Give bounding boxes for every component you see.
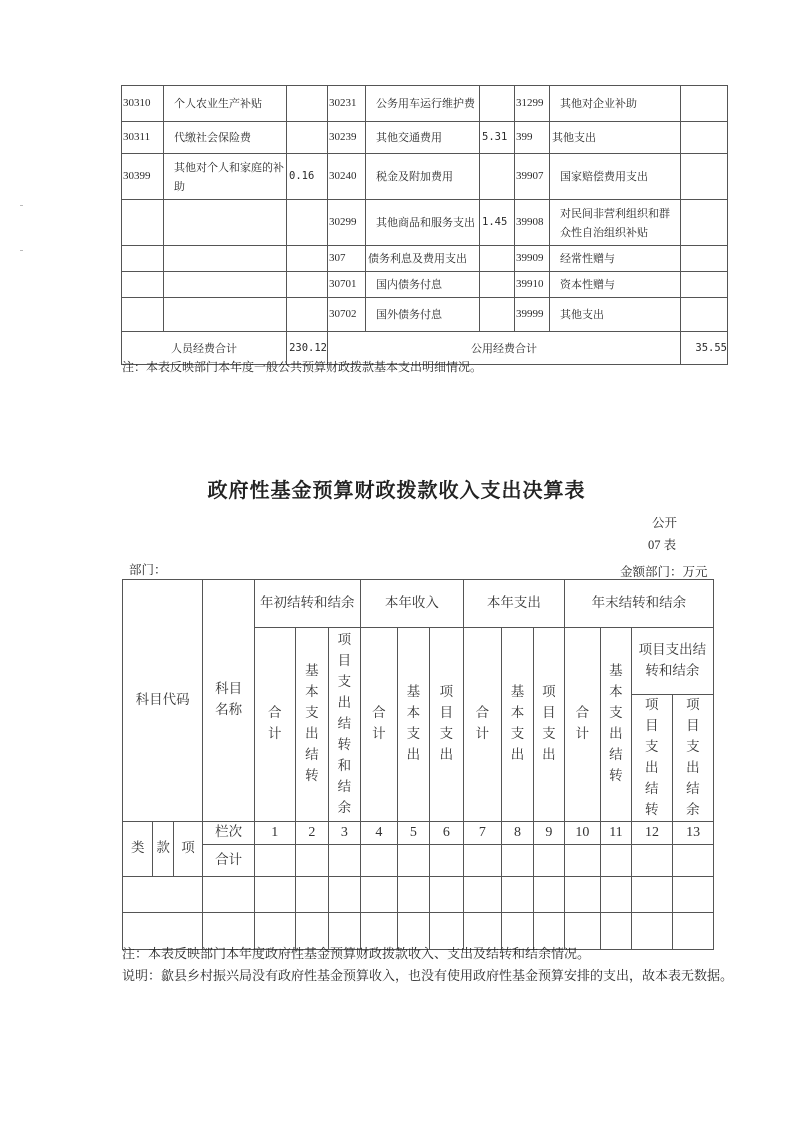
col-number: 9 xyxy=(534,821,564,844)
col-code-header: 科目代码 xyxy=(123,580,203,822)
name-cell: 债务利息及费用支出 xyxy=(366,246,480,272)
col-number: 11 xyxy=(601,821,631,844)
cell xyxy=(564,876,601,912)
cell xyxy=(673,844,714,876)
amount-cell xyxy=(287,272,328,298)
amount-cell xyxy=(681,122,728,154)
code-cell: 39910 xyxy=(515,272,550,298)
cell xyxy=(123,876,203,912)
amount-cell xyxy=(287,246,328,272)
code-cell: 307 xyxy=(328,246,366,272)
col-number: 8 xyxy=(501,821,533,844)
name-cell xyxy=(164,200,287,246)
amount-cell xyxy=(480,86,515,122)
expense-project: 项目支出 xyxy=(534,628,564,822)
closing-project-carry: 项目支出结转 xyxy=(632,694,673,821)
public-total-label: 公用经费合计 xyxy=(328,332,681,365)
cell xyxy=(295,844,329,876)
amount-cell xyxy=(681,246,728,272)
closing-total: 合计 xyxy=(564,628,601,822)
closing-project-group-header: 项目支出结转和结余 xyxy=(632,628,713,694)
expense-total: 合计 xyxy=(464,628,502,822)
name-cell xyxy=(164,272,287,298)
amount-cell xyxy=(287,86,328,122)
table-row xyxy=(122,246,728,272)
code-cell xyxy=(122,200,164,246)
code-cell: 30702 xyxy=(328,298,366,332)
name-cell: 其他对企业补助 xyxy=(550,86,681,122)
cell xyxy=(254,844,295,876)
name-cell: 其他交通费用 xyxy=(366,122,480,154)
page-title: 政府性基金预算财政拨款收入支出决算表 xyxy=(207,478,586,502)
name-cell xyxy=(164,246,287,272)
code-cell xyxy=(122,272,164,298)
column-number-label: 栏次 xyxy=(203,821,255,844)
code-cell: 30701 xyxy=(328,272,366,298)
cell xyxy=(429,844,464,876)
cell xyxy=(501,844,533,876)
name-cell: 其他支出 xyxy=(550,122,681,154)
amount-cell xyxy=(480,154,515,200)
name-cell: 国外债务付息 xyxy=(366,298,480,332)
personnel-total-label: 人员经费合计 xyxy=(122,332,287,365)
amount-cell xyxy=(287,200,328,246)
col-number: 5 xyxy=(398,821,429,844)
disclosure-label: 公开 xyxy=(652,515,678,530)
header-row-1 xyxy=(123,580,714,628)
closing-project-group xyxy=(631,628,713,822)
table-note: 注：本表反映部门本年度一般公共预算财政拨款基本支出明细情况。 xyxy=(122,360,483,374)
code-cell: 39999 xyxy=(515,298,550,332)
cell xyxy=(329,844,360,876)
opening-total: 合计 xyxy=(254,628,295,822)
amount-cell xyxy=(287,122,328,154)
cell xyxy=(534,844,564,876)
cell xyxy=(464,876,502,912)
closing-project-surplus: 项目支出结余 xyxy=(686,696,700,818)
code-cell: 30231 xyxy=(328,86,366,122)
name-cell: 其他商品和服务支出 xyxy=(366,200,480,246)
amount-cell: 0.16 xyxy=(287,154,328,200)
col-name-header: 科目名称 xyxy=(203,580,255,822)
cell xyxy=(254,876,295,912)
amount-cell xyxy=(681,86,728,122)
name-cell: 国家赔偿费用支出 xyxy=(550,154,681,200)
group-header-closing: 年末结转和结余 xyxy=(564,580,713,628)
scan-mark xyxy=(20,205,23,206)
table-number: 07 表 xyxy=(648,538,677,552)
name-cell: 其他支出 xyxy=(550,298,681,332)
cell xyxy=(501,876,533,912)
name-cell: 代缴社会保险费 xyxy=(164,122,287,154)
cell xyxy=(360,876,398,912)
code-cell: 39908 xyxy=(515,200,550,246)
expense-basic: 基本支出 xyxy=(501,628,533,822)
table-row xyxy=(122,154,728,200)
opening-basic-carry: 基本支出结转 xyxy=(295,628,329,822)
income-basic: 基本支出 xyxy=(398,628,429,822)
table-row xyxy=(122,86,728,122)
cell xyxy=(429,876,464,912)
col-number: 12 xyxy=(631,821,673,844)
code-cell: 39909 xyxy=(515,246,550,272)
col-number: 4 xyxy=(360,821,398,844)
table-note: 注：本表反映部门本年度政府性基金预算财政拨款收入、支出及结转和结余情况。 xyxy=(122,947,591,962)
notes-block xyxy=(122,944,742,988)
col-number: 1 xyxy=(254,821,295,844)
cell xyxy=(601,876,631,912)
code-cell xyxy=(122,298,164,332)
name-cell: 经常性赠与 xyxy=(550,246,681,272)
closing-basic-carry: 基本支出结转 xyxy=(601,628,631,822)
code-part-item: 项 xyxy=(173,821,202,876)
personnel-total-value: 230.12 xyxy=(287,332,328,365)
unit-label: 金额部门：万元 xyxy=(620,564,708,579)
cell xyxy=(398,844,429,876)
amount-cell xyxy=(287,298,328,332)
amount-cell xyxy=(681,298,728,332)
explanation: 说明：歙县乡村振兴局没有政府性基金预算收入，也没有使用政府性基金预算安排的支出，故本表无数据。 xyxy=(122,969,734,984)
code-part-class: 类 xyxy=(123,821,153,876)
amount-cell: 1.45 xyxy=(480,200,515,246)
table-row xyxy=(122,200,728,246)
income-total: 合计 xyxy=(360,628,398,822)
scan-mark xyxy=(20,250,23,251)
code-cell: 30239 xyxy=(328,122,366,154)
cell xyxy=(631,844,673,876)
code-cell: 30399 xyxy=(122,154,164,200)
col-number: 6 xyxy=(429,821,464,844)
col-number: 3 xyxy=(329,821,360,844)
opening-project-carry-surplus: 项目支出结转和结余 xyxy=(329,628,360,822)
code-cell: 30311 xyxy=(122,122,164,154)
name-cell: 税金及附加费用 xyxy=(366,154,480,200)
cell xyxy=(534,876,564,912)
name-cell: 资本性赠与 xyxy=(550,272,681,298)
code-cell xyxy=(122,246,164,272)
cell xyxy=(360,844,398,876)
amount-cell xyxy=(681,154,728,200)
code-cell: 30299 xyxy=(328,200,366,246)
cell xyxy=(673,876,714,912)
cell xyxy=(329,876,360,912)
cell xyxy=(203,876,255,912)
group-header-opening: 年初结转和结余 xyxy=(254,580,360,628)
name-cell: 国内债务付息 xyxy=(366,272,480,298)
amount-cell xyxy=(480,246,515,272)
cell xyxy=(295,876,329,912)
group-header-income: 本年收入 xyxy=(360,580,464,628)
name-cell: 个人农业生产补贴 xyxy=(164,86,287,122)
cell xyxy=(601,844,631,876)
total-row xyxy=(123,844,714,876)
col-number: 10 xyxy=(564,821,601,844)
basic-expenditure-detail-table xyxy=(121,85,728,365)
department-label: 部门： xyxy=(129,562,167,577)
total-row-label: 合计 xyxy=(203,844,255,876)
table-row xyxy=(122,298,728,332)
name-cell: 公务用车运行维护费 xyxy=(366,86,480,122)
name-cell: 其他对个人和家庭的补助 xyxy=(164,154,287,200)
code-cell: 399 xyxy=(515,122,550,154)
col-number: 13 xyxy=(673,821,714,844)
name-cell xyxy=(164,298,287,332)
income-project: 项目支出 xyxy=(429,628,464,822)
amount-cell xyxy=(480,298,515,332)
table-row xyxy=(122,272,728,298)
code-cell: 30310 xyxy=(122,86,164,122)
group-header-expense: 本年支出 xyxy=(464,580,565,628)
amount-cell xyxy=(480,272,515,298)
table-row xyxy=(122,122,728,154)
col-number: 7 xyxy=(464,821,502,844)
code-cell: 31299 xyxy=(515,86,550,122)
cell xyxy=(631,876,673,912)
code-part-section: 款 xyxy=(153,821,173,876)
public-total-value: 35.55 xyxy=(681,332,728,365)
col-number: 2 xyxy=(295,821,329,844)
amount-cell: 5.31 xyxy=(480,122,515,154)
cell xyxy=(398,876,429,912)
fund-budget-table xyxy=(122,579,714,950)
empty-row xyxy=(123,876,714,912)
amount-cell xyxy=(681,200,728,246)
column-number-row xyxy=(123,821,714,844)
amount-cell xyxy=(681,272,728,298)
name-cell: 对民间非营利组织和群众性自治组织补贴 xyxy=(550,200,681,246)
cell xyxy=(464,844,502,876)
cell xyxy=(564,844,601,876)
code-cell: 30240 xyxy=(328,154,366,200)
code-cell: 39907 xyxy=(515,154,550,200)
